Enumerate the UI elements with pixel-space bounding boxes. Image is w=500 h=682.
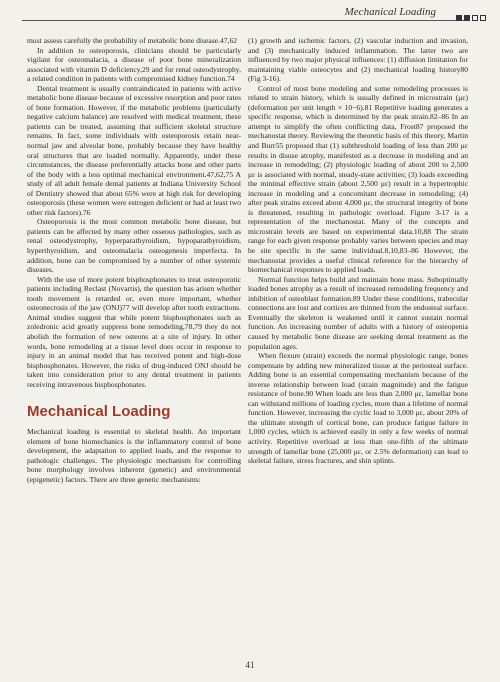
paragraph: In addition to osteoporosis, clinicians should be particularly vigilant for osteomalacia, a disease of poor bone mineralization associated with vitamin D deficiency,29 and for renal osteodystrophy, a related condition in patients with compromised kidney function.74 [27,45,241,84]
empty-square-icon [480,15,486,21]
section-heading: Mechanical Loading [27,403,171,421]
square-marks-icon [456,15,486,21]
running-header [0,0,500,28]
paragraph: When flexure (strain) exceeds the normal physiologic range, bones compensate by adding new mineralized tissue at the periosteal surface. Adding bone is an essential compensating mechanism because of the inverse relationship between load (strain magnitude) and the fatigue resistance of bone.90 When loads are less than 2,000 με, lamellar bone can withstand millions of loading cycles, more than a lifetime of normal function. However, increasing the cyclic load to 3,000 με, about 20% of the ultimate strength of cortical bone, can produce fatigue failure in 1,000 cycles, which is achieved easily in only a few weeks of normal activity. Repetitive overload at less than one-fifth of the ultimate strength of lamellar bone (25,000 με, or 2.5% deformation) can lead to skeletal failure, stress fractures, and shin splints. [248,351,468,466]
filled-square-icon [464,15,470,21]
right-column [248,36,468,466]
header-rule [22,20,470,21]
paragraph: Osteoporosis is the most common metabolic bone disease, but patients can be affected by many other osseous pathologies, such as renal osteodystrophy, hyperparathyroidism, hypoparathyroidism, hyperthyroidism, and osteomalacia osteogenesis imperfecta. In addition, bone can be compromised by a number of other systemic diseases. [27,217,241,275]
paragraph: Control of most bone modeling and some remodeling processes is related to strain history, which is usually defined in microstrain (με) (deformation per unit length × 10−6).81 Repetitive loading generates a specific response, which is determined by the peak strain.82–86 In an attempt to simplify the often conflicting data, Frost87 proposed the mechanostat theory. Reviewing the theoretic basis of this theory, Martin and Burr55 proposed that (1) subthreshold loading of less than 200 με results in disuse atrophy, manifested as a decrease in modeling and an increase in remodeling; (2) physiologic loading of about 200 to 2,500 με is associated with normal, steady-state activities; (3) loads exceeding the minimal effective strain (about 2,500 με) result in a hypertrophic increase in modeling and a concomitant decrease in remodeling; (4) after peak strains exceed about 4,000 με, the structural integrity of bone is threatened, resulting in pathologic overload. Figure 3-17 is a representation of the mechanostat. Many of the concepts and microstrain levels are based on experimental data.10,88 The strain range for each given response probably varies between species and may be site specific in the same individual.8,10,83–86 However, the mechanostat provides a useful clinical reference for the hierarchy of biomechanical responses to applied loads. [248,83,468,275]
paragraph: With the use of more potent bisphosphonates to treat osteoporotic patients including Reclast (Novartis), the question has arisen whether tooth movement is retarded or, even more important, whether osteonecrosis of the jaw (ONJ)77 will develop after tooth extractions. Animal studies suggest that while potent bisphosphonates such as zoledronic acid greatly suppress bone remodeling,78,79 they do not abolish the formation of new osteons at a site of injury. In other words, bone remodeling at a tissue level does occur in response to injury in an animal model that has received potent and high-dose bisphosphonates. However, the risks of drug-induced ONJ should be taken into consideration prior to any dental treatment in patients receiving intravenous bisphosphonates. [27,274,241,389]
filled-square-icon [456,15,462,21]
page-number: 41 [245,660,255,670]
paragraph: must assess carefully the probability of metabolic bone disease.47,62 [27,36,238,45]
empty-square-icon [472,15,478,21]
paragraph: Mechanical loading is essential to skeletal health. An important element of bone biomechanics is the inflammatory control of bone development, the adaptation to applied loads, and the response to pathologic challenges. The physiologic mechanism for controlling bone morphology involves inherent (genetic) and environmental (epigenetic) factors. There are three genetic mechanisms: [27,427,241,484]
running-title: Mechanical Loading [341,6,440,18]
paragraph: Normal function helps build and maintain bone mass. Suboptimally loaded bones atrophy as a result of increased remodeling frequency and inhibition of osteoblast formation.89 Under these conditions, trabecular connections are lost and cortices are thinned from the endosteal surface. Eventually the skeleton is weakened until it cannot sustain normal function. An increasing number of adults with a history of osteopenia caused by metabolic bone disease are seeking dental treatment as the population ages. [248,274,468,351]
paragraph: Dental treatment is usually contraindicated in patients with active metabolic bone disease because of excessive resorption and poor rates of bone formation. However, if the metabolic problems (particularly negative calcium balance) are resolved with medical treatment, these patients can be treated, assuming that sufficient skeletal structure remains. In fact, some individuals with osteoporosis retain near-normal jaw and alveolar bone, probably because they have healthy oral structures that are loaded normally. Apparently, under these circumstances, the disease preferentially attacks bone and other parts of the body with a less optimal mechanical environment.47,62,75 A study of all adult female dental patients at Indiana University School of Dentistry showed that about 65% were at high risk for developing osteoporosis (these women were estrogen deficient or had at least two other risk factors).76 [27,83,241,217]
left-column [27,36,241,485]
paragraph: (1) growth and ischemic factors, (2) vascular induction and invasion, and (3) mechanically induced inflammation. The latter two are influenced by two major physical influences: (1) diffusion limitation for maintaining viable osteocytes and (2) mechanical loading history80 (Fig 3-16). [248,36,468,84]
